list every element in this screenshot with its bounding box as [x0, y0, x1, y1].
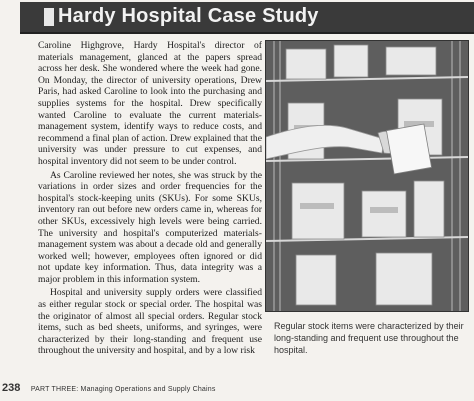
paragraph-3: Hospital and university supply orders were classified as either regular stock or special order. The hospital was the originator of almost all special orders. Regular stock items, such as bed sheets, uniforms, and syringes, were characterized by their long-standing and frequent use throughout the university and hospital, and by a low risk	[38, 287, 262, 357]
banner-tab-marker	[44, 8, 54, 26]
case-study-title: Hardy Hospital Case Study	[58, 5, 319, 27]
paragraph-2: As Caroline reviewed her notes, she was struck by the variations in order sizes and order frequencies for the hospital's stock-keeping units (SKUs). For some SKUs, inventory ran out before new orders came in, whereas for other SKUs, excessively high levels were being carried. The university and hospital's computerized materials-management system was about a decade old and generally worked well; however, employees often ignored or did not update key information. Thus, data integrity was a major problem in this information system.	[38, 169, 262, 285]
running-head: PART THREE: Managing Operations and Supply Chains	[30, 386, 216, 393]
paragraph-1: Caroline Highgrove, Hardy Hospital's director of materials management, glanced at the papers spread across her desk. She wondered where the week had gone. On Monday, the director of university operations, Drew Paris, had asked Caroline to look into the purchasing and supplies systems for the hospital. Drew specifically wanted Caroline to evaluate the current materials-management system, identify ways to reduce costs, and recommend a final plan of action. Drew explained that the university was under pressure to cut expenses, and hospital inventory did not seem to be under control.	[38, 40, 262, 167]
case-study-body	[38, 40, 262, 359]
supply-shelf-illustration	[266, 41, 468, 311]
photo-caption: Regular stock items were characterized by their long-standing and frequent use throughout the hospital.	[274, 321, 464, 355]
page-footer	[2, 378, 362, 392]
page-number: 238	[2, 382, 21, 394]
case-study-banner	[20, 2, 474, 34]
supply-shelf-photo	[265, 40, 469, 312]
